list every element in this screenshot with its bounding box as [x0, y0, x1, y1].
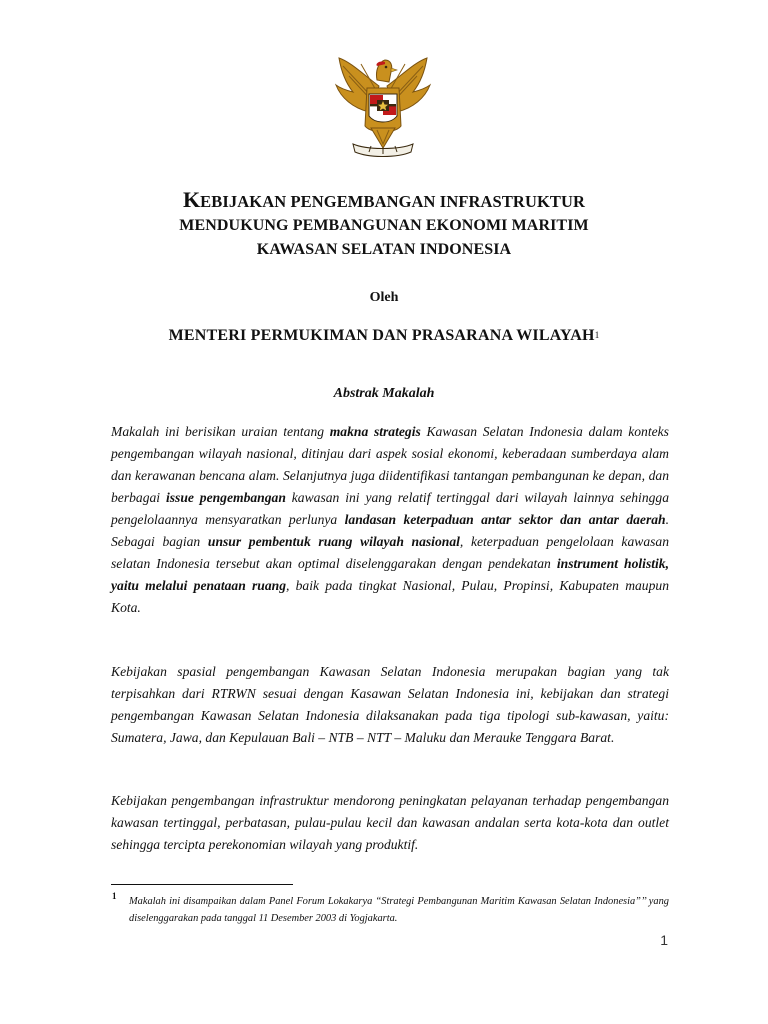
abstract-paragraph-3: Kebijakan pengembangan infrastruktur mendorong peningkatan pelayanan terhadap pengembangan kawasan tertinggal, perbatasan, pulau-pulau kecil dan kawasan andalan serta kota-kota dan outlet sehingga tercipta perekonomian wilayah yang produktif.: [111, 793, 669, 852]
title-line-1: EBIJAKAN PENGEMBANGAN INFRASTRUKTUR: [200, 192, 586, 211]
abstract-heading: Abstrak Makalah: [333, 386, 435, 401]
emphasis-phrase: unsur pembentuk ruang wilayah nasional: [207, 534, 460, 549]
text-run: Makalah ini berisikan uraian tentang: [111, 424, 330, 439]
text-run: , keterpaduan pengelolaan kawasan selatan Indonesia tersebut akan optimal diselenggarakan dengan pendekatan: [111, 534, 669, 571]
title-initial: K: [182, 187, 201, 212]
by-label: Oleh: [369, 290, 399, 305]
footnote-number: 1: [112, 891, 117, 901]
footnote-divider: [111, 884, 293, 885]
page-number: 1: [660, 932, 668, 948]
author-name: MENTERI PERMUKIMAN DAN PRASARANA WILAYAH: [168, 327, 595, 344]
author-line: [0, 327, 768, 345]
abstract-paragraph-1: [111, 421, 669, 619]
emphasis-phrase: instrument holistik, yaitu melalui penataan ruang: [111, 556, 669, 593]
text-run: . Sebagai bagian: [111, 512, 670, 549]
author-footnote-ref[interactable]: 1: [594, 330, 600, 340]
title-line-2: MENDUKUNG PEMBANGUNAN EKONOMI MARITIM: [179, 217, 589, 234]
garuda-emblem-icon: [331, 52, 435, 160]
emphasis-phrase: makna strategis: [329, 424, 421, 439]
emphasis-phrase: landasan keterpaduan antar sektor dan antar daerah: [344, 512, 666, 527]
text-run: Kawasan Selatan Indonesia dalam konteks pengembangan wilayah nasional, ditinjau dari aspek sosial ekonomi, keberadaan sumberdaya alam dan kerawanan bencana alam. Selanjutnya juga diidentifikasi tantangan pembangunan ke depan, dan berbagai: [111, 424, 669, 505]
title-line-3: KAWASAN SELATAN INDONESIA: [256, 241, 512, 258]
document-title: [80, 188, 688, 262]
emphasis-phrase: issue pengembangan: [165, 490, 286, 505]
footnote-text: Makalah ini disampaikan dalam Panel Forum Lokakarya “Strategi Pembangunan Maritim Kawasan Selatan Indonesia”’’ yang diselenggarakan pada tanggal 11 Desember 2003 di Yogjakarta.: [129, 896, 669, 924]
abstract-paragraph-2: Kebijakan spasial pengembangan Kawasan Selatan Indonesia merupakan bagian yang tak terpisahkan dari RTRWN sesuai dengan Kasawan Selatan Indonesia ini, kebijakan dan strategi pengembangan Kawasan Selatan Indonesia dilaksanakan pada tiga tipologi sub-kawasan, yaitu: Sumatera, Jawa, dan Kepulauan Bali – NTB – NTT – Maluku dan Merauke Tenggara Barat.: [111, 664, 669, 745]
text-run: kawasan ini yang relatif tertinggal dari wilayah lainnya sehingga pengelolaannya mensyaratkan perlunya: [111, 490, 670, 527]
text-run: , baik pada tingkat Nasional, Pulau, Propinsi, Kabupaten maupun Kota.: [111, 578, 669, 615]
